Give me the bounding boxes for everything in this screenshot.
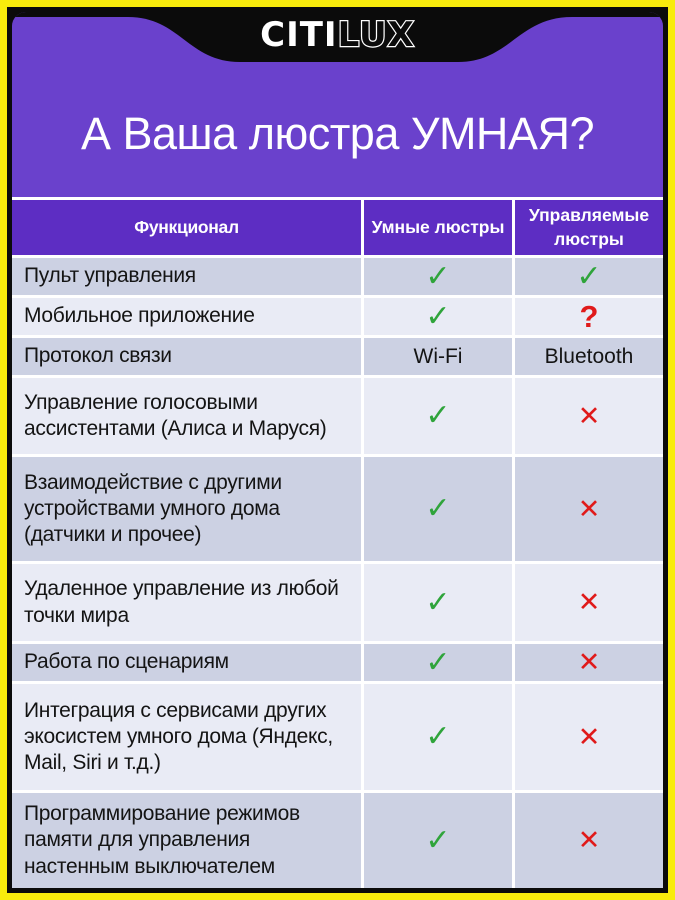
table-row xyxy=(12,457,663,561)
table-row xyxy=(12,644,663,681)
feature-label: Удаленное управление из любой точки мира xyxy=(12,564,361,641)
question-mark-icon: ? xyxy=(579,299,599,334)
cross-icon: ✕ xyxy=(577,825,601,856)
header-controlled-chandeliers: Управляемые люстры xyxy=(515,200,663,255)
logo-lux-text: LUX xyxy=(337,15,415,55)
table-row xyxy=(12,338,663,375)
check-icon: ✓ xyxy=(425,644,451,680)
cross-icon: ✕ xyxy=(577,400,601,432)
header-smart-chandeliers: Умные люстры xyxy=(364,200,512,255)
feature-label: Работа по сценариям xyxy=(12,644,361,681)
smart-value-cell xyxy=(364,644,512,681)
cross-icon: ✕ xyxy=(577,587,601,618)
value-text: Wi-Fi xyxy=(413,344,463,368)
smart-value-cell xyxy=(364,258,512,295)
controlled-value-cell xyxy=(515,457,663,561)
citilux-logo xyxy=(260,15,415,55)
table-row xyxy=(12,378,663,454)
feature-label: Взаимодействие с другими устройствами умного дома (датчики и прочее) xyxy=(12,457,361,561)
cross-icon: ✕ xyxy=(577,493,601,525)
table-header-row xyxy=(12,200,663,255)
feature-label: Управление голосовыми ассистентами (Алиса и Маруся) xyxy=(12,378,361,454)
feature-label: Пульт управления xyxy=(12,258,361,295)
table-row xyxy=(12,793,663,888)
smart-value-cell xyxy=(364,338,512,375)
table-row xyxy=(12,298,663,335)
smart-value-cell xyxy=(364,684,512,790)
check-icon: ✓ xyxy=(425,491,451,526)
feature-label: Мобильное приложение xyxy=(12,298,361,335)
smart-value-cell xyxy=(364,378,512,454)
check-icon: ✓ xyxy=(425,719,451,754)
check-icon: ✓ xyxy=(425,822,451,858)
page-title: А Ваша люстра УМНАЯ? xyxy=(81,107,594,159)
check-icon: ✓ xyxy=(425,584,451,620)
smart-value-cell xyxy=(364,793,512,888)
check-icon: ✓ xyxy=(425,298,451,334)
table-row xyxy=(12,684,663,790)
table-row xyxy=(12,258,663,295)
smart-value-cell xyxy=(364,298,512,335)
controlled-value-cell xyxy=(515,684,663,790)
comparison-table xyxy=(12,197,663,888)
content-area xyxy=(12,12,663,888)
logo-citi-text: CITI xyxy=(260,15,338,55)
check-icon: ✓ xyxy=(576,258,602,294)
cross-icon: ✕ xyxy=(577,647,601,678)
feature-label: Интеграция с сервисами других экосистем умного дома (Яндекс, Mail, Siri и т.д.) xyxy=(12,684,361,790)
brand-banner xyxy=(12,12,663,70)
feature-label: Программирование режимов памяти для управления настенным выключателем xyxy=(12,793,361,888)
controlled-value-cell xyxy=(515,793,663,888)
title-area xyxy=(12,70,663,197)
table-row xyxy=(12,564,663,641)
controlled-value-cell xyxy=(515,338,663,375)
controlled-value-cell xyxy=(515,258,663,295)
check-icon: ✓ xyxy=(425,398,451,433)
controlled-value-cell xyxy=(515,644,663,681)
controlled-value-cell xyxy=(515,378,663,454)
header-feature: Функционал xyxy=(12,200,361,255)
controlled-value-cell xyxy=(515,564,663,641)
cross-icon: ✕ xyxy=(577,721,601,753)
value-text: Bluetooth xyxy=(544,344,634,368)
smart-value-cell xyxy=(364,564,512,641)
feature-label: Протокол связи xyxy=(12,338,361,375)
controlled-value-cell xyxy=(515,298,663,335)
smart-value-cell xyxy=(364,457,512,561)
check-icon: ✓ xyxy=(425,258,451,294)
